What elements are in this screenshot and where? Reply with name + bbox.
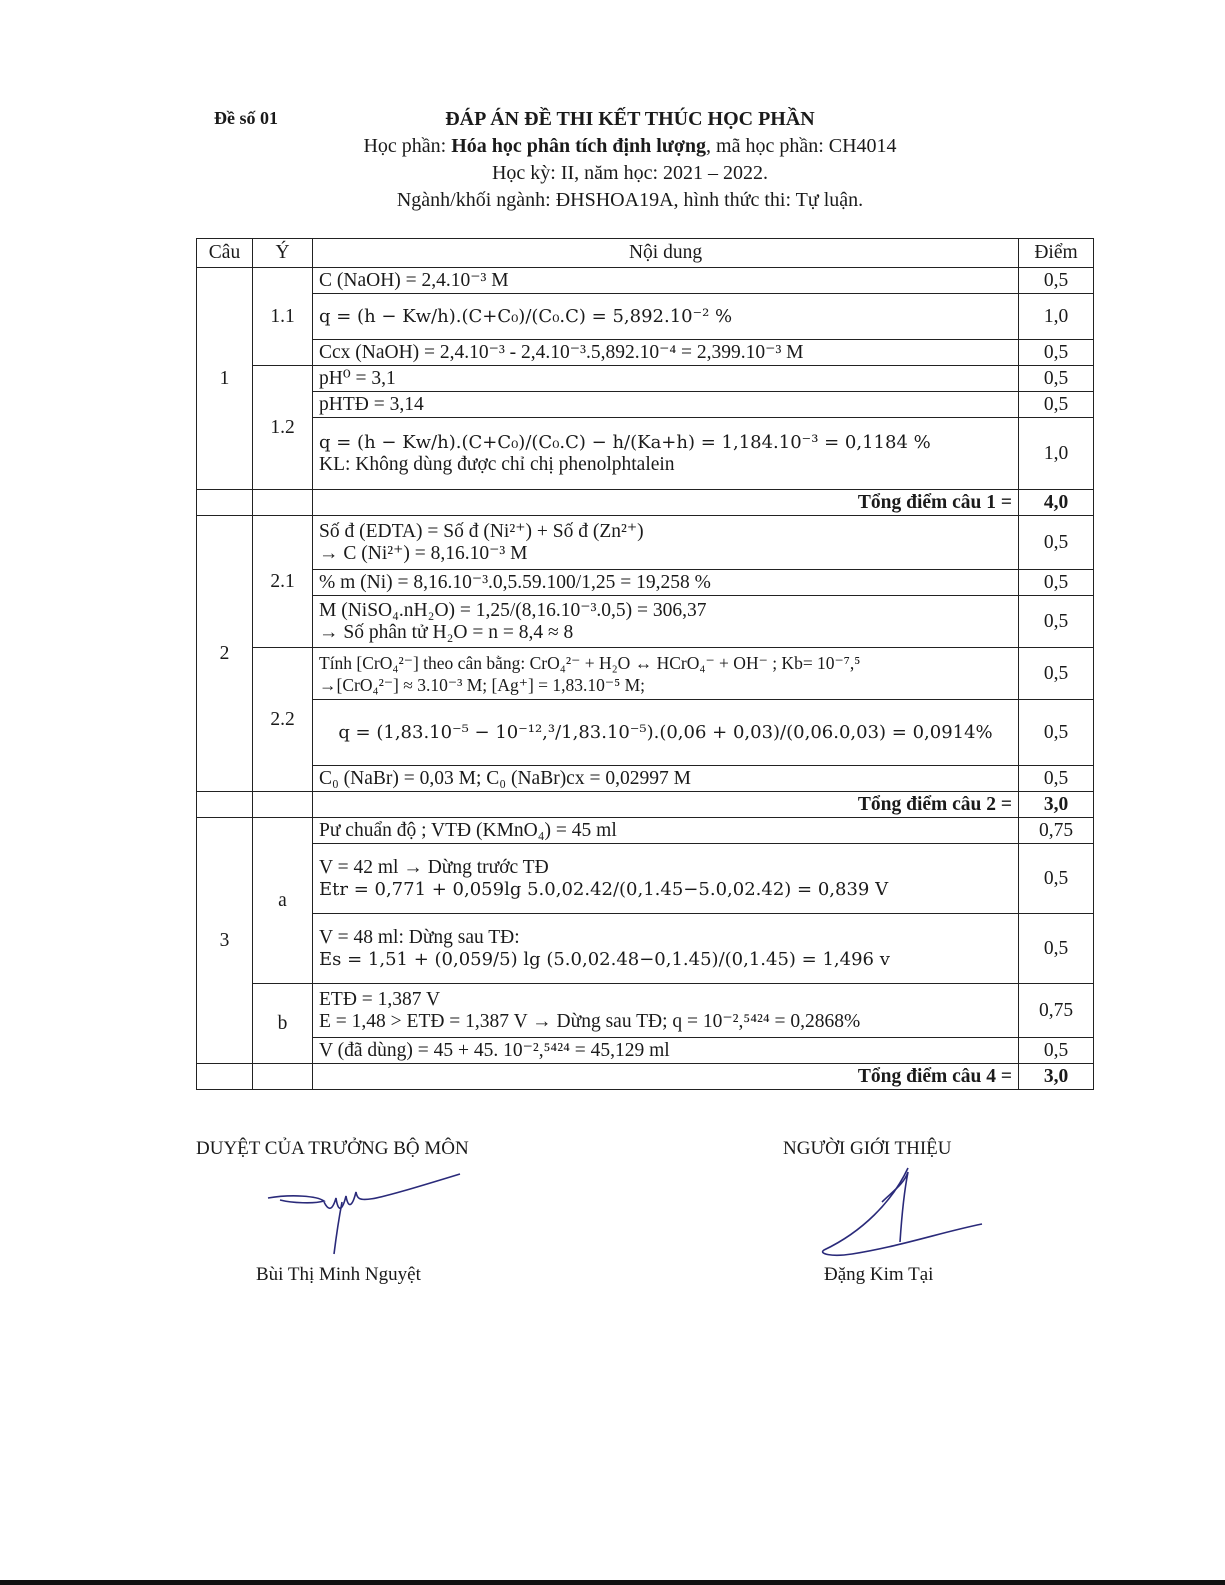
score-cell: 0,5	[1019, 268, 1094, 294]
total-row	[197, 490, 1094, 516]
exam-number: Đề số 01	[214, 108, 278, 128]
formula-cell: q = (1,83.10⁻⁵ − 10⁻¹²,³/1,83.10⁻⁵).(0,06 + 0,03)/(0,06.0,03) = 0,0914%	[313, 700, 1019, 766]
table-row	[197, 294, 1094, 340]
content-line: → Số phân tử H₂O = n = 8,4 ≈ 8	[319, 621, 574, 643]
content-cell	[313, 596, 1019, 648]
empty-cell	[253, 1064, 313, 1090]
course-prefix: Học phần:	[363, 135, 452, 157]
course-line	[250, 133, 1010, 160]
score-cell: 0,5	[1019, 648, 1094, 700]
score-cell: 0,5	[1019, 844, 1094, 914]
y-2-2: 2.2	[253, 648, 313, 792]
table-row	[197, 516, 1094, 570]
course-name: Hóa học phân tích định lượng	[451, 135, 707, 157]
table-row	[197, 1038, 1094, 1064]
table-row	[197, 340, 1094, 366]
content-cell	[313, 516, 1019, 570]
score-cell: 0,5	[1019, 914, 1094, 984]
answer-table	[196, 238, 1094, 1090]
content-line: →[CrO₄²⁻] ≈ 3.10⁻³ M; [Ag⁺] = 1,83.10⁻⁵ M;	[319, 674, 646, 695]
document-title: ĐÁP ÁN ĐỀ THI KẾT THÚC HỌC PHẦN	[445, 108, 815, 130]
table-row	[197, 844, 1094, 914]
y-1-2: 1.2	[253, 366, 313, 490]
content-cell: Pư chuẩn độ ; VTĐ (KMnO₄) = 45 ml	[313, 818, 1019, 844]
content-line: V = 48 ml: Dừng sau TĐ:	[319, 926, 520, 948]
total-label: Tổng điểm câu 2 =	[313, 792, 1019, 818]
score-cell: 0,5	[1019, 700, 1094, 766]
content-cell: V (đã dùng) = 45 + 45. 10⁻²,⁵⁴²⁴ = 45,129 ml	[313, 1038, 1019, 1064]
total-label: Tổng điểm câu 4 =	[313, 1064, 1019, 1090]
content-line: E = 1,48 > ETĐ = 1,387 V → Dừng sau TĐ; q = 10⁻²,⁵⁴²⁴ = 0,2868%	[319, 1010, 861, 1032]
score-cell: 0,75	[1019, 818, 1094, 844]
table-row	[197, 914, 1094, 984]
cau-1: 1	[197, 268, 253, 490]
score-cell: 0,5	[1019, 392, 1094, 418]
formula-line: Etr = 0,771 + 0,059lg 5.0,02.42/(0,1.45−5.0,02.42) = 0,839 V	[319, 878, 889, 900]
document-header	[250, 106, 1010, 214]
y-2-1: 2.1	[253, 516, 313, 648]
score-cell: 0,5	[1019, 516, 1094, 570]
content-cell: C (NaOH) = 2,4.10⁻³ M	[313, 268, 1019, 294]
table-row	[197, 366, 1094, 392]
header-y: Ý	[253, 239, 313, 268]
content-cell	[313, 844, 1019, 914]
table-row	[197, 984, 1094, 1038]
score-cell: 0,5	[1019, 596, 1094, 648]
y-1-1: 1.1	[253, 268, 313, 366]
content-cell: Ccx (NaOH) = 2,4.10⁻³ - 2,4.10⁻³.5,892.10⁻⁴ = 2,399.10⁻³ M	[313, 340, 1019, 366]
major-line: Ngành/khối ngành: ĐHSHOA19A, hình thức thi: Tự luận.	[396, 189, 864, 211]
total-row	[197, 792, 1094, 818]
cau-3: 3	[197, 818, 253, 1064]
right-signature-image	[812, 1162, 992, 1262]
header-cau: Câu	[197, 239, 253, 268]
total-row	[197, 1064, 1094, 1090]
empty-cell	[197, 1064, 253, 1090]
empty-cell	[253, 792, 313, 818]
content-line: Tính [CrO₄²⁻] theo cân bằng: CrO₄²⁻ + H₂O ↔ HCrO₄⁻ + OH⁻ ; Kb= 10⁻⁷,⁵	[319, 652, 861, 673]
content-cell	[313, 648, 1019, 700]
total-value: 3,0	[1019, 792, 1094, 818]
header-noi-dung: Nội dung	[313, 239, 1019, 268]
empty-cell	[197, 490, 253, 516]
table-row	[197, 570, 1094, 596]
content-line: V = 42 ml → Dừng trước TĐ	[319, 856, 549, 878]
left-signature-image	[262, 1168, 472, 1258]
y-3-b: b	[253, 984, 313, 1064]
formula-cell: q = (h − Kw/h).(C+C₀)/(C₀.C) = 5,892.10⁻² %	[313, 294, 1019, 340]
table-header-row	[197, 239, 1094, 268]
y-3-a: a	[253, 818, 313, 984]
formula-line: Es = 1,51 + (0,059/5) lg (5.0,02.48−0,1.45)/(0,1.45) = 1,496 v	[319, 948, 890, 970]
total-value: 3,0	[1019, 1064, 1094, 1090]
left-signature-title: DUYỆT CỦA TRƯỞNG BỘ MÔN	[196, 1138, 469, 1159]
table-row	[197, 766, 1094, 792]
page-bottom-border	[0, 1580, 1225, 1585]
header-diem: Điểm	[1019, 239, 1094, 268]
score-cell: 0,5	[1019, 340, 1094, 366]
content-line: ETĐ = 1,387 V	[319, 988, 441, 1010]
left-signature-name: Bùi Thị Minh Nguyệt	[256, 1264, 421, 1285]
score-cell: 0,5	[1019, 766, 1094, 792]
table-row	[197, 596, 1094, 648]
content-cell: % m (Ni) = 8,16.10⁻³.0,5.59.100/1,25 = 19,258 %	[313, 570, 1019, 596]
formula-line: q = (h − Kw/h).(C+C₀)/(C₀.C) − h/(Ka+h) = 1,184.10⁻³ = 0,1184 %	[319, 431, 931, 453]
score-cell: 1,0	[1019, 418, 1094, 490]
table-row	[197, 268, 1094, 294]
score-cell: 0,5	[1019, 366, 1094, 392]
cau-2: 2	[197, 516, 253, 792]
content-line: → C (Ni²⁺) = 8,16.10⁻³ M	[319, 542, 528, 564]
conclusion-line: KL: Không dùng được chỉ chị phenolphtalein	[319, 453, 675, 475]
content-cell: C₀ (NaBr) = 0,03 M; C₀ (NaBr)cx = 0,02997 M	[313, 766, 1019, 792]
score-cell: 0,5	[1019, 570, 1094, 596]
content-line: Số đ (EDTA) = Số đ (Ni²⁺) + Số đ (Zn²⁺)	[319, 520, 644, 542]
content-cell	[313, 418, 1019, 490]
score-cell: 0,5	[1019, 1038, 1094, 1064]
content-cell	[313, 914, 1019, 984]
course-suffix: , mã học phần: CH4014	[706, 135, 897, 157]
table-row	[197, 648, 1094, 700]
score-cell: 0,75	[1019, 984, 1094, 1038]
table-row	[197, 418, 1094, 490]
right-signature-title: NGƯỜI GIỚI THIỆU	[783, 1138, 952, 1159]
table-row	[197, 700, 1094, 766]
empty-cell	[253, 490, 313, 516]
empty-cell	[197, 792, 253, 818]
total-label: Tổng điểm câu 1 =	[313, 490, 1019, 516]
score-cell: 1,0	[1019, 294, 1094, 340]
table-row	[197, 392, 1094, 418]
right-signature-name: Đặng Kim Tại	[824, 1264, 934, 1285]
semester-line: Học kỳ: II, năm học: 2021 – 2022.	[491, 162, 769, 184]
content-cell: pHTĐ = 3,14	[313, 392, 1019, 418]
content-line: M (NiSO₄.nH₂O) = 1,25/(8,16.10⁻³.0,5) = 306,37	[319, 599, 707, 621]
total-value: 4,0	[1019, 490, 1094, 516]
content-cell	[313, 984, 1019, 1038]
table-row	[197, 818, 1094, 844]
content-cell: pH⁰ = 3,1	[313, 366, 1019, 392]
